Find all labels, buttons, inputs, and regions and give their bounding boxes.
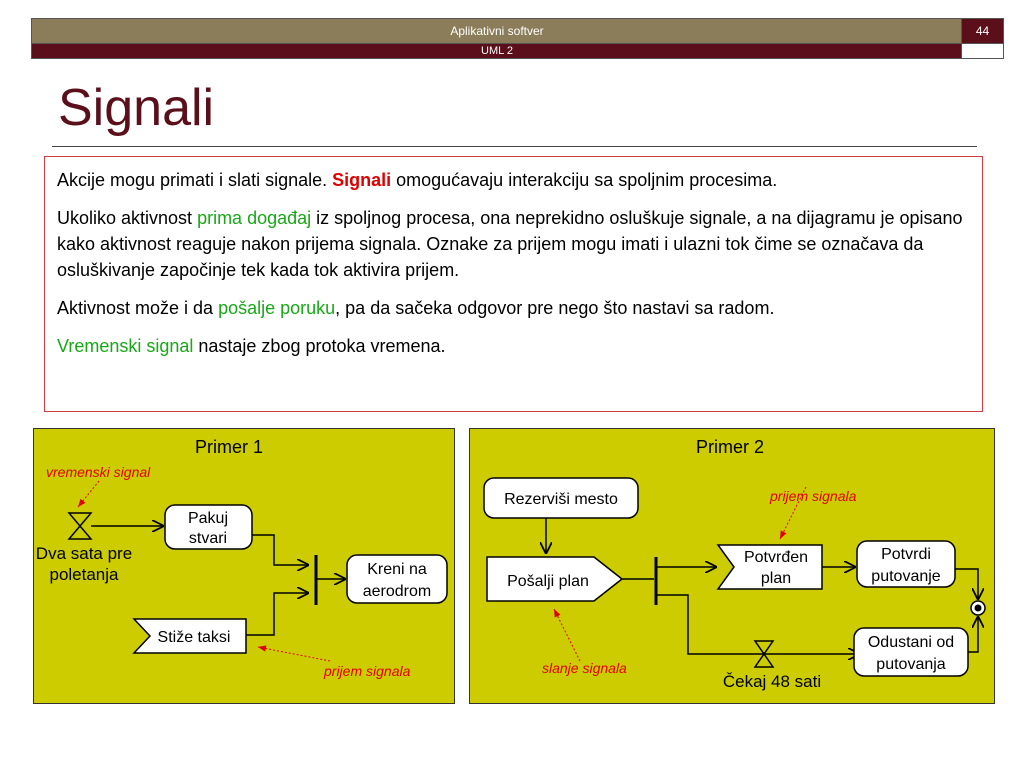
p1-text-b: omogućavaju interakciju sa spoljnim procesima. — [391, 170, 778, 190]
action-go-label-2: aerodrom — [362, 583, 432, 600]
action-confirm-label-2: putovanje — [871, 568, 941, 585]
annotation-receive-2: prijem signala — [770, 488, 857, 504]
paragraph-4 — [57, 333, 970, 359]
subtitle: UML 2 — [481, 45, 513, 57]
annotation-send: slanje signala — [542, 660, 627, 676]
timer-48h-label: Čekaj 48 sati — [722, 672, 822, 691]
p3-highlight: pošalje poruku — [218, 298, 336, 318]
flow-pack-to-join — [252, 535, 309, 565]
subheader-corner — [961, 44, 1003, 58]
subheader-bar — [31, 43, 1004, 59]
receive-confirmed-label-2: plan — [760, 570, 792, 587]
paragraph-3 — [57, 295, 970, 321]
annotation-timer: vremenski signal — [46, 464, 151, 480]
timer-label-2: poletanja — [49, 565, 119, 584]
action-pack-label-1: Pakuj — [187, 510, 229, 527]
p4-text-b: nastaje zbog protoka vremena. — [193, 336, 446, 356]
timer-label-1: Dva sata pre — [35, 544, 133, 563]
p2-text-a: Ukoliko aktivnost — [57, 208, 198, 228]
hourglass-icon — [69, 513, 91, 539]
final-node-core — [975, 605, 982, 612]
annotation-send-arrow — [554, 609, 580, 661]
send-plan-label: Pošalji plan — [507, 573, 589, 590]
paragraph-2 — [57, 205, 970, 283]
annotation-receive-arrow — [258, 647, 330, 661]
course-title: Aplikativni softver — [450, 24, 544, 38]
example-1-diagram — [34, 429, 454, 703]
p2-highlight: prima događaj — [197, 208, 312, 228]
page-number: 44 — [961, 19, 1003, 43]
paragraph-1 — [57, 167, 970, 193]
p4-highlight: Vremenski signal — [57, 336, 194, 356]
example-1-title: Primer 1 — [194, 437, 264, 457]
flow-taxi-to-join — [246, 593, 309, 635]
p1-text-a: Akcije mogu primati i slati signale. — [57, 170, 333, 190]
flow-cancel-to-final — [968, 616, 978, 652]
action-confirm-label-1: Potvrdi — [881, 546, 931, 563]
annotation-receive: prijem signala — [324, 663, 411, 679]
p3-text-a: Aktivnost može i da — [57, 298, 219, 318]
example-2-diagram — [470, 429, 994, 703]
flow-confirm-to-final — [955, 569, 978, 600]
action-go-label-1: Kreni na — [367, 561, 427, 578]
header-bar — [31, 18, 1004, 44]
example-2-panel — [469, 428, 995, 704]
receive-taxi-label: Stiže taksi — [157, 629, 231, 646]
example-2-title: Primer 2 — [695, 437, 765, 457]
title-divider — [52, 146, 977, 147]
p2-text-b: iz spoljnog procesa, ona neprekidno osluškuje signale, a na dijagramu je opisano kako aktivnost reaguje nakon prijema signala. Oznake za prijem mogu imati i ulazni tok čime se označava da osluškivanje započinje tek kada tok aktivira prijem. — [57, 208, 963, 280]
content-box — [44, 156, 983, 412]
action-cancel-label-1: Odustani od — [867, 634, 955, 651]
p3-text-b: , pa da sačeka odgovor pre nego što nastavi sa radom. — [335, 298, 775, 318]
annotation-timer-arrow — [78, 481, 99, 507]
action-reserve-label: Rezerviši mesto — [504, 491, 618, 508]
example-1-panel — [33, 428, 455, 704]
action-pack-label-2: stvari — [188, 530, 228, 547]
action-cancel-label-2: putovanja — [876, 656, 946, 673]
page-title: Signali — [58, 79, 215, 137]
p1-highlight: Signali — [332, 170, 392, 190]
receive-confirmed-label-1: Potvrđen — [743, 549, 809, 566]
